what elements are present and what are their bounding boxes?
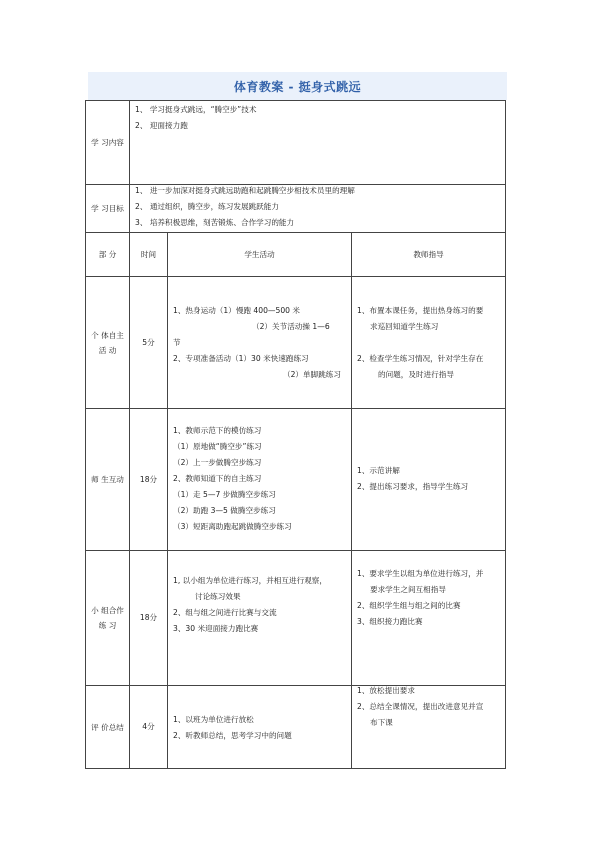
table-row-part: 个 体自主活 动 xyxy=(91,330,124,355)
student-activity: 1, 以小组为单位进行练习，并相互进行观察， 讨论练习效果 2、组与组之间进行比赛与交流 3、30 米迎面接力跑比赛 xyxy=(173,576,327,633)
header-part: 部 分 xyxy=(98,249,117,259)
table-row-part: 评 价总结 xyxy=(91,722,124,732)
list-item: 2、 通过组织，腾空步，练习发展跳跃能力 xyxy=(135,202,279,211)
student-activity: 1、热身运动（1）慢跑 400—500 米 （2）关节活动操 1—6 节 2、专项准备活动（1）30 米快速跑练习 （2）单脚跳练习 xyxy=(173,306,341,379)
header-time: 时间 xyxy=(140,249,157,259)
list-item: 1、 进一步加深对挺身式跳远助跑和起跳腾空步相技术员里的理解 xyxy=(135,186,355,195)
header-student: 学生活动 xyxy=(244,249,275,259)
page-title: 体育教案 - 挺身式跳远 xyxy=(233,79,362,94)
title-bar xyxy=(88,72,507,100)
student-activity: 1、以班为单位进行放松 2、听教师总结，思考学习中的问题 xyxy=(173,715,292,740)
list-item: 3、 培养积极思维，刻苦锻炼、合作学习的能力 xyxy=(135,218,295,227)
header-teacher: 教师指导 xyxy=(413,249,444,259)
teacher-guidance: 1、布置本课任务，提出热身练习的要 求巡回知道学生练习 2、检查学生练习情况，针对学生存在 的问题，及时进行指导 xyxy=(357,306,484,379)
table-row-part: 小 组合作练 习 xyxy=(91,606,124,630)
table-row-time: 18分 xyxy=(139,613,158,622)
objective-label: 学 习目标 xyxy=(91,204,124,213)
student-activity: 1、教师示范下的模仿练习 （1）原地做“腾空步”练习 （2）上一步做腾空步练习 2、教师知道下的自主练习 （1）走 5—7 步做腾空步练习 （2）助跑 3—5 做腾空步练习 （3）短距离助跑起跳做腾空步练习 xyxy=(173,426,292,531)
table-row-part: 师 生互动 xyxy=(91,475,124,484)
list-item: 1、 学习挺身式跳远，“腾空步”技术 xyxy=(135,105,257,114)
lesson-plan-table xyxy=(85,100,506,769)
teacher-guidance: 1、示范讲解 2、提出练习要求，指导学生练习 xyxy=(357,466,469,491)
objective-items xyxy=(135,183,501,231)
list-item: 2、 迎面接力跑 xyxy=(135,121,188,130)
table-row-time: 4分 xyxy=(142,722,155,731)
teacher-guidance: 1、放松提出要求 2、总结全课情况，提出改进意见并宣 布下课 xyxy=(357,686,484,727)
content-label: 学 习内容 xyxy=(91,138,124,147)
table-row-time: 5分 xyxy=(142,337,155,347)
content-items xyxy=(135,102,501,134)
table-row-time: 18分 xyxy=(139,474,158,484)
teacher-guidance: 1、要求学生以组为单位进行练习，并 要求学生之间互相指导 2、组织学生组与组之间的比赛 3、组织接力跑比赛 xyxy=(357,569,484,626)
